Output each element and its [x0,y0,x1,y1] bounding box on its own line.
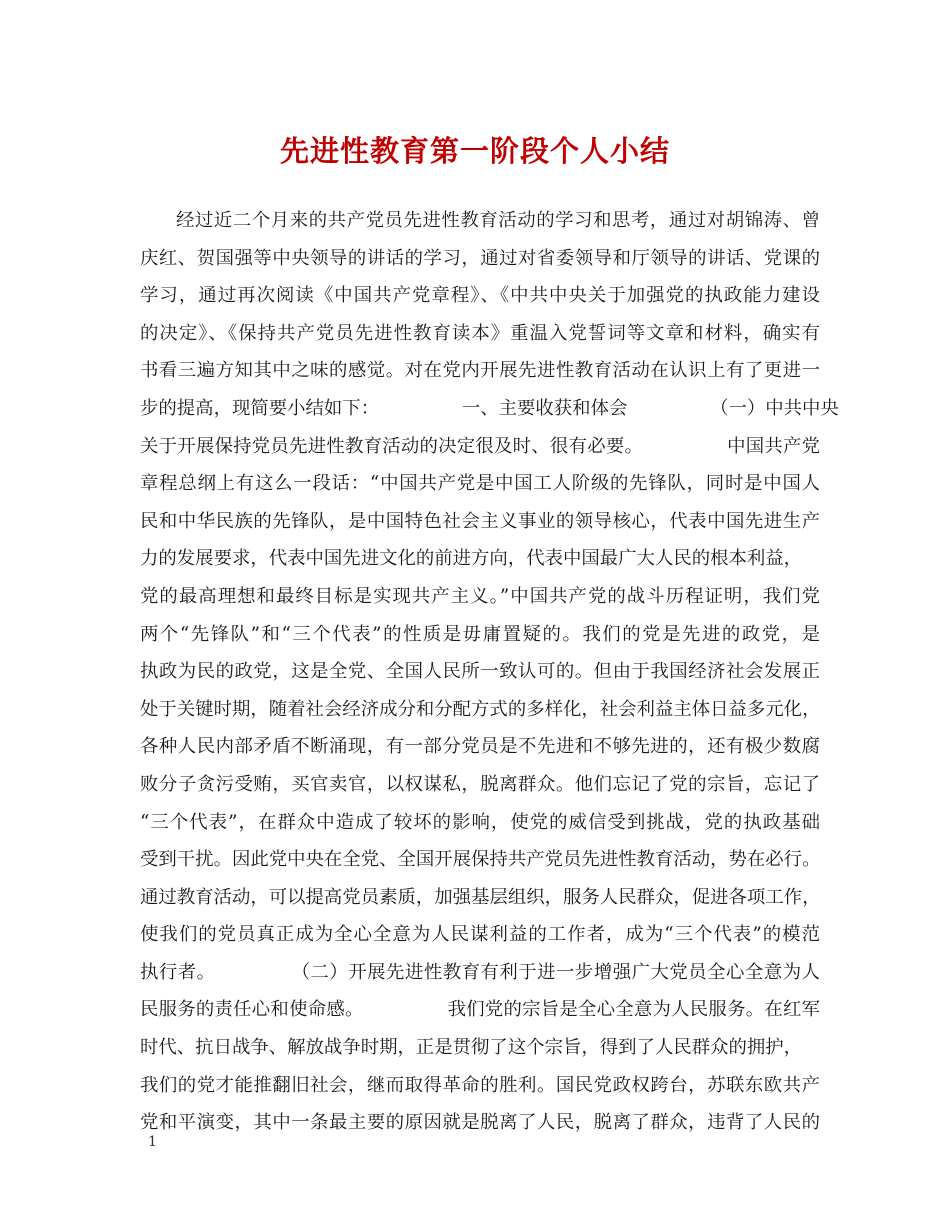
paragraph-line: 执政为民的政党，这是全党、全国人民所一致认可的。但由于我国经济社会发展正 [140,661,820,683]
paragraph-line: 庆红、贺国强等中央领导的讲话的学习，通过对省委领导和厅领导的讲话、党课的 [140,247,820,269]
paragraph-line: 民服务的责任心和使命感。 我们党的宗旨是全心全意为人民服务。在红军 [140,999,820,1021]
paragraph-line: 党和平演变，其中一条最主要的原因就是脱离了人民，脱离了群众，违背了人民的 [140,1112,820,1134]
paragraph-line: 经过近二个月来的共产党员先进性教育活动的学习和思考，通过对胡锦涛、曾 [176,210,820,231]
paragraph-line: 我们的党才能推翻旧社会，继而取得革命的胜利。国民党政权跨台，苏联东欧共产 [140,1074,820,1096]
document-title: 先进性教育第一阶段个人小结 [279,134,670,168]
paragraph-line: 处于关键时期，随着社会经济成分和分配方式的多样化，社会利益主体日益多元化， [140,698,821,720]
paragraph-line: 书看三遍方知其中之味的感觉。对在党内开展先进性教育活动在认识上有了更进一 [140,360,820,382]
paragraph-line: 民和中华民族的先锋队，是中国特色社会主义事业的领导核心，代表中国先进生产 [140,510,820,532]
document-body [140,202,839,1142]
paragraph-line: 的决定》、《保持共产党员先进性教育读本》重温入党誓词等文章和材料，确实有 [140,322,820,344]
paragraph-line: “三个代表”，在群众中造成了较坏的影响，使党的威信受到挑战，党的执政基础 [140,811,820,833]
paragraph-line: 力的发展要求，代表中国先进文化的前进方向，代表中国最广大人民的根本利益， [140,548,803,570]
paragraph-line: 步的提高，现简要小结如下： 一、主要收获和体会 （一）中共中央 [140,397,839,419]
paragraph-line: 党的最高理想和最终目标是实现共产主义。”中国共产党的战斗历程证明，我们党 [140,585,820,607]
paragraph-line: 各种人民内部矛盾不断涌现，有一部分党员是不先进和不够先进的，还有极少数腐 [140,736,820,758]
paragraph-line: 使我们的党员真正成为全心全意为人民谋利益的工作者，成为“三个代表”的模范 [140,924,820,946]
paragraph-line: 关于开展保持党员先进性教育活动的决定很及时、很有必要。 中国共产党 [140,435,820,457]
paragraph-line: 两个“先锋队”和“三个代表”的性质是毋庸置疑的。我们的党是先进的政党，是 [140,623,820,645]
paragraph-line: 章程总纲上有这么一段话：“中国共产党是中国工人阶级的先锋队，同时是中国人 [140,473,820,495]
paragraph-line: 学习，通过再次阅读《中国共产党章程》、《中共中央关于加强党的执政能力建设 [140,285,820,307]
paragraph-line: 败分子贪污受贿，买官卖官，以权谋私，脱离群众。他们忘记了党的宗旨，忘记了 [140,773,820,795]
paragraph-line: 受到干扰。因此党中央在全党、全国开展保持共产党员先进性教育活动，势在必行。 [140,849,821,871]
paragraph-line: 通过教育活动，可以提高党员素质，加强基层组织，服务人民群众，促进各项工作， [140,886,821,908]
paragraph-line: 时代、抗日战争、解放战争时期，正是贯彻了这个宗旨，得到了人民群众的拥护， [140,1037,803,1059]
page-number: 1 [148,1134,157,1150]
paragraph-line: 执行者。 （二）开展先进性教育有利于进一步增强广大党员全心全意为人 [140,961,820,983]
